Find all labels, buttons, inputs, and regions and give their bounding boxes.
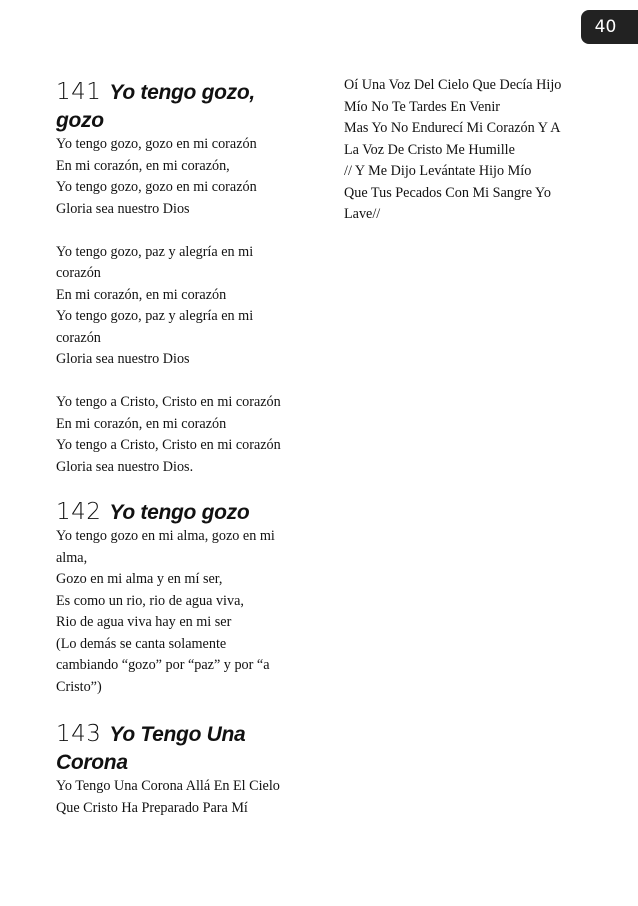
lyric-line: En mi corazón, en mi corazón, (56, 157, 230, 174)
lyric-line: En mi corazón, en mi corazón (56, 286, 227, 303)
song-title (56, 78, 304, 134)
lyric-line: Yo tengo gozo, paz y alegría en mi (56, 243, 254, 260)
lyric-line: Yo tengo gozo, gozo en mi corazón (56, 136, 257, 152)
song-number: 143 (56, 721, 102, 747)
stanza-break (56, 220, 304, 242)
lyric-line: En mi corazón, en mi corazón (56, 415, 227, 432)
song-name-line1: Yo Tengo Una (109, 723, 246, 746)
song-title (56, 720, 304, 776)
lyric-line: Oí Una Voz Del Cielo Que Decía Hijo (344, 77, 562, 93)
lyric-line: Mas Yo No Endurecí Mi Corazón Y A (344, 120, 561, 136)
lyric-line: Yo tengo gozo en mi alma, gozo en mi (56, 528, 275, 544)
right-column (344, 75, 598, 226)
lyric-line: Gloria sea nuestro Dios (56, 200, 190, 217)
song-143-continued-lyrics (344, 75, 598, 226)
song-lyrics (56, 776, 304, 819)
song-141 (56, 78, 304, 478)
lyric-line: Gozo en mi alma y en mí ser, (56, 571, 223, 587)
lyric-line: Que Tus Pecados Con Mi Sangre Yo (344, 184, 551, 201)
song-name-line2: Corona (56, 751, 128, 774)
lyric-line: (Lo demás se canta solamente (56, 635, 227, 652)
song-name-line2: gozo (56, 109, 104, 132)
song-name-line1: Yo tengo gozo (109, 501, 250, 524)
lyric-line: Lave// (344, 206, 381, 222)
song-spacer (56, 698, 304, 720)
lyric-line: Que Cristo Ha Preparado Para Mí (56, 799, 248, 816)
lyric-line: La Voz De Cristo Me Humille (344, 141, 515, 158)
lyric-line: Yo tengo gozo, gozo en mi corazón (56, 179, 257, 195)
lyric-line: corazón (56, 329, 101, 346)
lyric-line: Yo tengo gozo, paz y alegría en mi (56, 308, 254, 324)
page-number-badge: 40 (581, 10, 638, 44)
stanza-break (56, 371, 304, 393)
lyric-line: alma, (56, 549, 88, 566)
lyric-line: Mío No Te Tardes En Venir (344, 98, 501, 115)
lyric-line: Gloria sea nuestro Dios (56, 351, 190, 367)
song-number: 142 (56, 499, 102, 525)
song-142 (56, 498, 304, 698)
lyric-line: cambiando “gozo” por “paz” y por “a (56, 657, 270, 673)
song-lyrics (56, 134, 304, 478)
lyric-line: corazón (56, 265, 101, 281)
lyric-line: // Y Me Dijo Levántate Hijo Mío (344, 163, 532, 179)
song-spacer (56, 478, 304, 498)
lyric-line: Yo Tengo Una Corona Allá En El Cielo (56, 778, 280, 794)
lyric-line: Cristo”) (56, 678, 102, 695)
lyric-line: Rio de agua viva hay en mi ser (56, 614, 232, 630)
lyric-line: Gloria sea nuestro Dios. (56, 458, 194, 475)
lyric-line: Es como un rio, rio de agua viva, (56, 592, 244, 609)
song-number: 141 (56, 79, 102, 105)
song-lyrics (56, 526, 304, 698)
left-column (56, 78, 304, 819)
lyric-line: Yo tengo a Cristo, Cristo en mi corazón (56, 394, 281, 410)
song-name-line1: Yo tengo gozo, (109, 81, 255, 104)
lyric-line: Yo tengo a Cristo, Cristo en mi corazón (56, 437, 281, 453)
song-143 (56, 720, 304, 819)
song-title (56, 498, 304, 526)
